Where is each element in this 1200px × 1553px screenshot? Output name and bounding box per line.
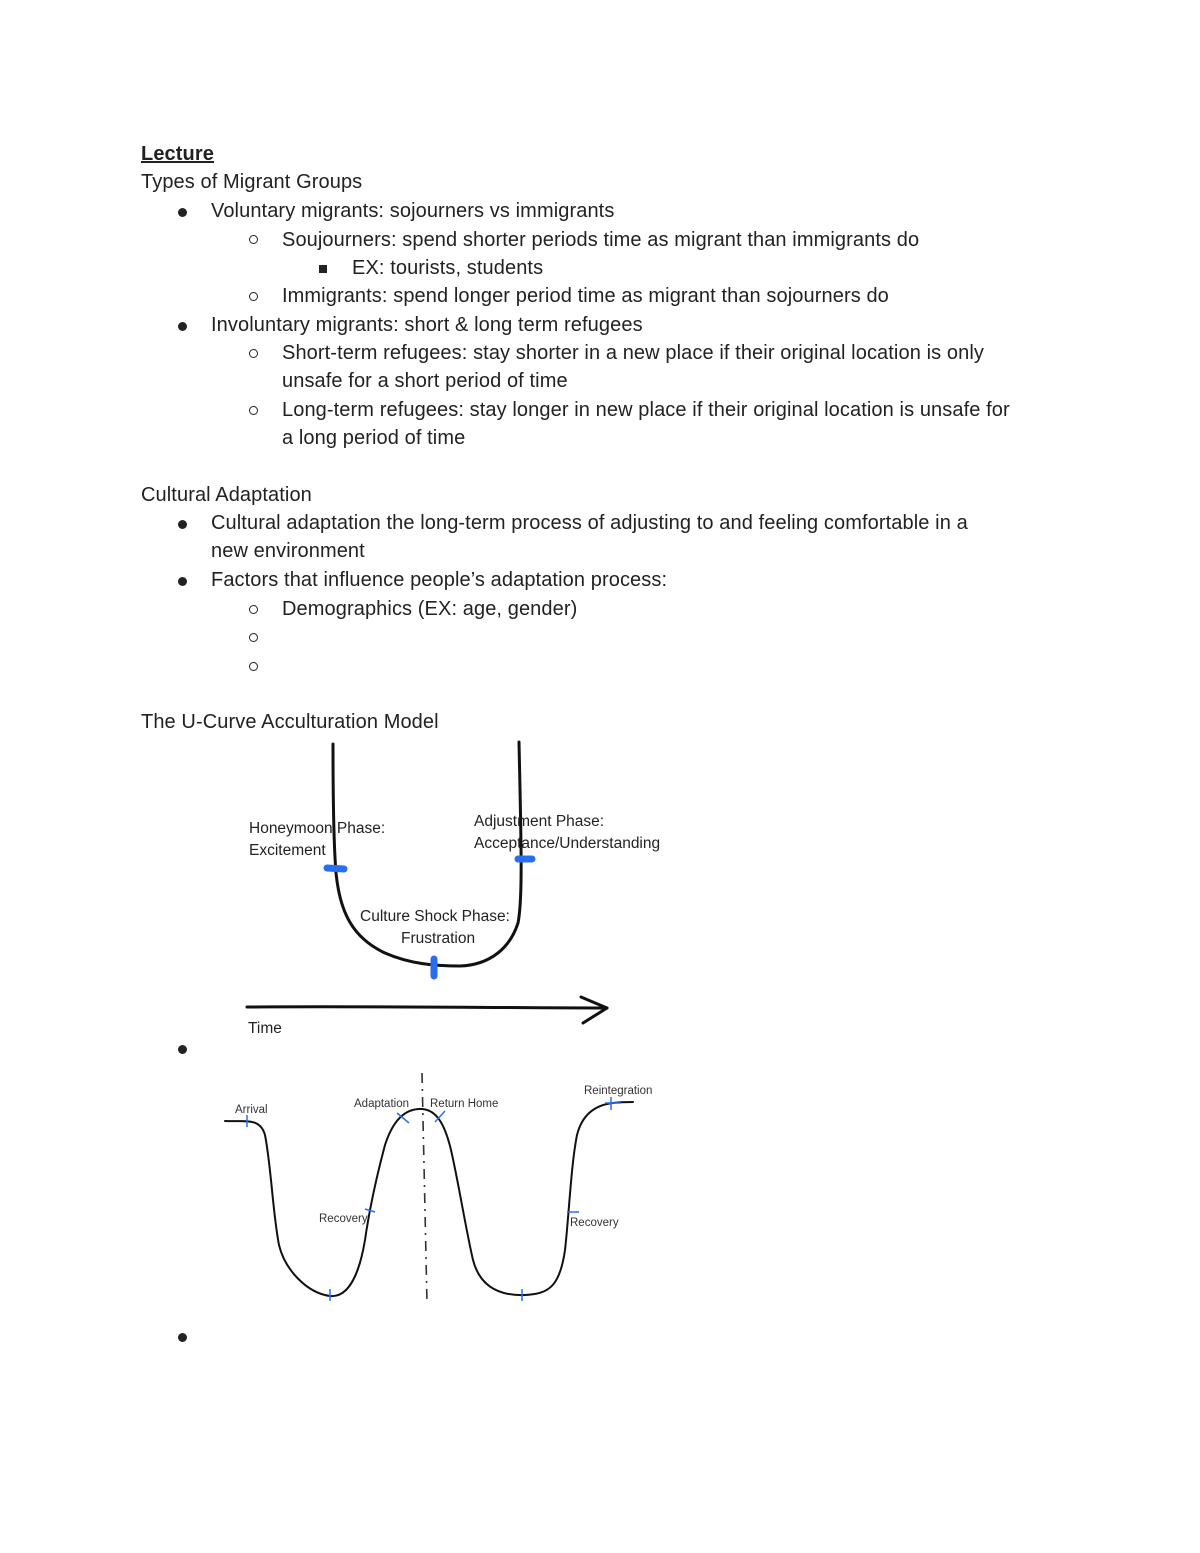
adjustment-label: Adjustment Phase: (474, 813, 605, 830)
bullet-circle-empty (249, 633, 258, 642)
arrival-label: Arrival (235, 1104, 268, 1116)
section-title-cultural-adaptation: Cultural Adaptation (141, 484, 312, 506)
recovery-left-label: Recovery (319, 1213, 368, 1225)
time-arrow-line (247, 1007, 607, 1008)
section-title-migrant-groups: Types of Migrant Groups (141, 171, 363, 193)
recovery-right-label: Recovery (570, 1217, 619, 1229)
list-item-definition: Cultural adaptation the long-term process of adjusting to and feeling comfortable in a (211, 512, 968, 534)
bullet-dot (178, 577, 187, 586)
time-arrow-head (581, 997, 607, 1023)
list-item-immigrants: Immigrants: spend longer period time as migrant than sojourners do (282, 285, 889, 307)
honeymoon-marker (327, 868, 344, 869)
list-item-voluntary: Voluntary migrants: sojourners vs immigrants (211, 200, 615, 222)
culture-shock-label: Culture Shock Phase: (360, 908, 510, 925)
list-item-involuntary: Involuntary migrants: short & long term refugees (211, 314, 643, 336)
bullet-dot (178, 322, 187, 331)
list-item-soujourners: Soujourners: spend shorter periods time as migrant than immigrants do (282, 229, 920, 251)
list-item-factors: Factors that influence people’s adaptation process: (211, 569, 668, 591)
honeymoon-label-sub: Excitement (249, 842, 326, 859)
bullet-square (319, 265, 327, 273)
w-curve-line (225, 1102, 633, 1296)
reintegration-label: Reintegration (584, 1085, 653, 1097)
u-curve-diagram (235, 738, 685, 1038)
lecture-heading: Lecture (141, 143, 214, 165)
list-item-demographics: Demographics (EX: age, gender) (282, 598, 578, 620)
honeymoon-label: Honeymoon Phase: (249, 820, 386, 837)
bullet-circle (249, 605, 258, 614)
bullet-circle (249, 349, 258, 358)
section-title-u-curve: The U-Curve Acculturation Model (141, 711, 439, 733)
adjustment-label-sub: Acceptance/Understanding (474, 835, 661, 852)
divider-line (422, 1073, 427, 1303)
bullet-circle (249, 292, 258, 301)
list-item-long-term-cont: a long period of time (282, 427, 466, 449)
list-item-short-term: Short-term refugees: stay shorter in a new place if their original location is only (282, 342, 984, 364)
time-axis-label: Time (248, 1020, 282, 1037)
bullet-dot (178, 208, 187, 217)
list-item-soujourners-example: EX: tourists, students (352, 257, 544, 279)
bullet-dot (178, 1045, 187, 1054)
list-item-long-term: Long-term refugees: stay longer in new place if their original location is unsafe for (282, 399, 1010, 421)
return-home-label: Return Home (430, 1098, 499, 1110)
culture-shock-label-sub: Frustration (401, 930, 476, 947)
bullet-dot (178, 1333, 187, 1342)
bullet-circle (249, 406, 258, 415)
w-curve-diagram (215, 1065, 675, 1310)
bullet-dot (178, 520, 187, 529)
bullet-circle-empty (249, 662, 258, 671)
bullet-circle (249, 235, 258, 244)
list-item-short-term-cont: unsafe for a short period of time (282, 370, 568, 392)
list-item-definition-cont: new environment (211, 540, 365, 562)
adaptation-label: Adaptation (354, 1098, 409, 1110)
